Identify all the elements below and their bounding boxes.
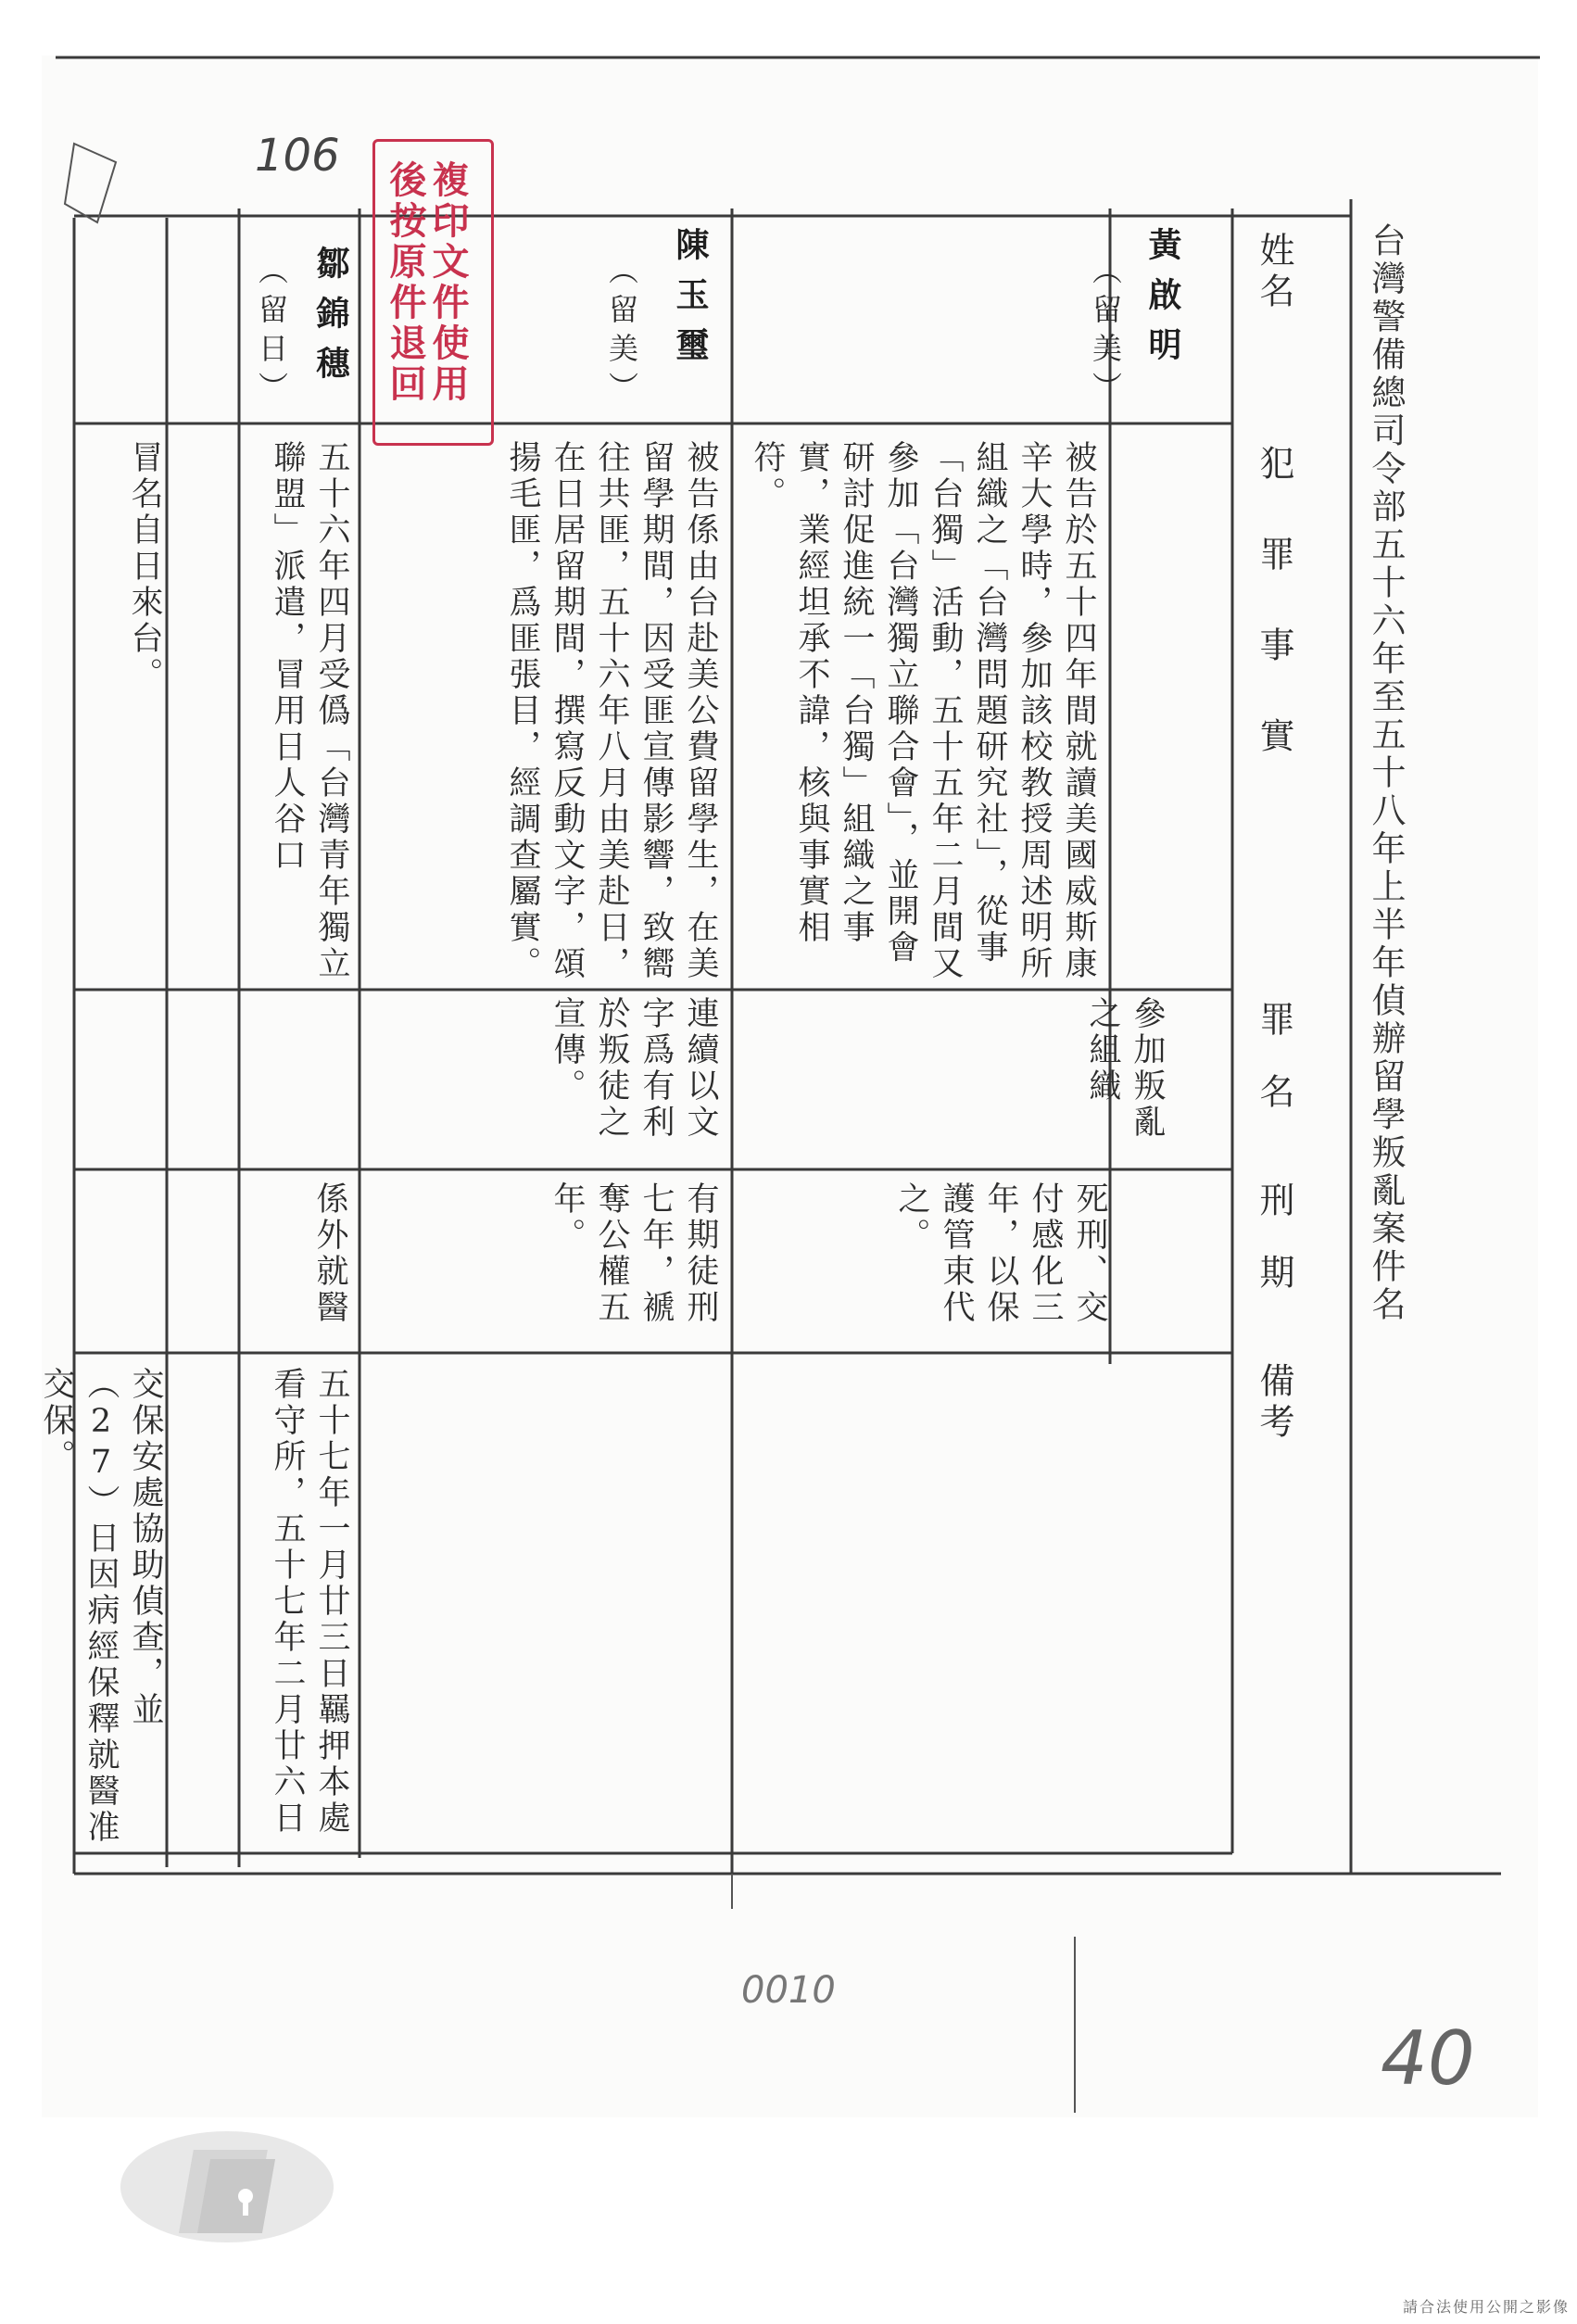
row2-name: 陳玉璽 [671,227,710,377]
handwritten-number: 40 [1381,2015,1475,2102]
page-code: 0010 [741,1969,836,2012]
row1-name: 黃啟明 [1143,227,1182,377]
row2-tag: （留美） [604,255,639,410]
stamp-line-2: 後按原件退回 [384,160,427,405]
corner-mark-icon [65,144,116,222]
header-facts: 犯罪事實 [1254,445,1294,808]
row1-sentence: 死刑、交付感化三年，以保護管束代之。 [893,1181,1108,1326]
outer-note-1: 冒名自日來台。 [126,440,163,693]
row3-name: 鄒錦穗 [311,246,350,396]
row1-facts: 被告於五十四年間就讀美國威斯康辛大學時，參加該校教授周述明所組織之「台灣問題研究社」，從事「台獨」活動，五十五年二月間又參加「台灣獨立聯合會」，並開會研討促進統一「台獨」組織之事實，業經坦承不諱，核與事實相符。 [749,440,1097,982]
header-sentence: 刑期 [1254,1181,1294,1326]
row2-charge: 連續以文字爲有利於叛徒之宣傳。 [549,996,719,1141]
copy-stamp [372,139,494,446]
row2-sentence: 有期徒刑七年，褫奪公權五年。 [549,1181,719,1326]
archive-logo-icon [107,2117,347,2266]
row3-sentence: 係外就醫 [311,1181,348,1326]
footer-notice: 請合法使用公開之影像 [1402,2298,1570,2316]
row3-tag: （留日） [254,255,289,410]
outer-note-2: 交保安處協助偵查，並（27）日因病經保釋就醫准交保。 [38,1367,164,1846]
header-remarks: 備考 [1254,1362,1294,1444]
document-title: 台灣警備總司令部五十六年至五十八年上半年偵辦留學叛亂案件名 [1366,222,1406,1324]
header-charge: 罪名 [1254,1001,1294,1145]
header-name: 姓名 [1254,232,1294,313]
top-left-number: 106 [255,130,340,182]
row2-facts: 被告係由台赴美公費留學生，在美留學期間，因受匪宣傳影響，致嚮往共匪，五十六年八月由美赴日，在日居留期間，撰寫反動文字，頌揚毛匪，爲匪張目，經調查屬實。 [504,440,719,982]
row1-charge: 參加叛亂之組織 [1084,996,1166,1141]
row3-remarks: 五十七年一月廿三日羈押本處看守所，五十七年二月廿六日 [269,1367,350,1837]
row1-tag: （留美） [1088,255,1123,410]
row3-facts: 五十六年四月受僞「台灣青年獨立聯盟」派遣，冒用日人谷口 [269,440,350,982]
stamp-line-1: 複印文件使用 [426,160,470,405]
